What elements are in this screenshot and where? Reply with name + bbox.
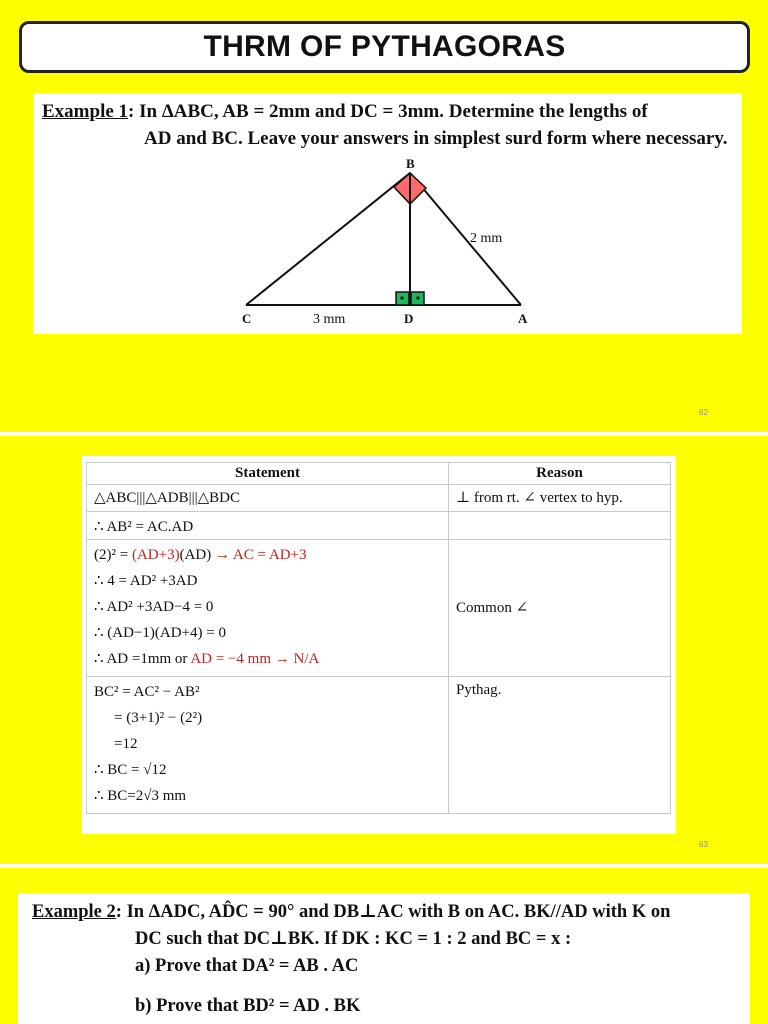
example-2-line-1: Example 2: In ΔADC, AD̂C = 90° and DB⊥AC with B on AC. BK//AD with K on (32, 902, 671, 922)
example-1-line-2: AD and BC. Leave your answers in simplest surd form where necessary. (144, 128, 728, 149)
vertex-label-d: D (404, 311, 414, 326)
statement-bc-pythag: BC² = AC² − AB² (94, 684, 200, 700)
example-2-panel (18, 893, 750, 1024)
example-2-label: Example 2 (32, 902, 116, 922)
statement-substitution: (2)² = (AD+3)(AD) → AC = AD+3 (94, 547, 307, 563)
statement-ad-result: ∴ AD =1mm or AD = −4 mm → N/A (94, 651, 320, 667)
statement-expand: ∴ 4 = AD² +3AD (94, 573, 198, 589)
header-statement: Statement (87, 463, 449, 485)
vertex-label-b: B (406, 156, 415, 171)
reason-common-angle: Common ∠ (456, 600, 529, 616)
example-1-panel (33, 93, 742, 334)
length-label-cd: 3 mm (313, 312, 346, 327)
statement-quadratic: ∴ AD² +3AD−4 = 0 (94, 599, 214, 615)
example-1-line-1: Example 1: In ΔABC, AB = 2mm and DC = 3mm. Determine the lengths of (42, 101, 648, 122)
side-ba (410, 173, 521, 305)
statement-bc-final: ∴ BC=2√3 mm (94, 788, 187, 804)
table-row (87, 485, 671, 512)
slide-63 (0, 436, 768, 864)
length-label-ab: 2 mm (470, 231, 503, 246)
statement-bc-root: ∴ BC = √12 (94, 762, 167, 778)
example-1-text-1: In ΔABC, AB = 2mm and DC = 3mm. Determine the lengths of (139, 101, 648, 122)
table-row (87, 512, 671, 540)
proof-table (86, 462, 671, 814)
page-title: THRM OF PYTHAGORAS (203, 30, 566, 63)
table-row (87, 540, 671, 677)
slide-number: 63 (699, 840, 708, 849)
vertex-label-c: C (242, 311, 252, 326)
slide-62 (0, 0, 768, 432)
statement-ab-squared: ∴ AB² = AC.AD (94, 519, 194, 535)
example-2-line-2: DC such that DC⊥BK. If DK : KC = 1 : 2 and BC = x : (135, 929, 572, 949)
vertex-label-a: A (518, 311, 528, 326)
slide-number: 62 (699, 408, 708, 417)
table-header-row (87, 463, 671, 485)
example-2-part-b: b) Prove that BD² = AD . BK (135, 996, 361, 1016)
statement-bc-value: =12 (114, 736, 138, 752)
reason-perpendicular: ⊥ from rt. ∠ vertex to hyp. (456, 490, 623, 506)
table-row (87, 677, 671, 814)
triangle-diagram (33, 93, 742, 334)
slide-64 (0, 868, 768, 1024)
header-reason: Reason (449, 463, 671, 485)
statement-bc-substitute: = (3+1)² − (2²) (114, 710, 203, 726)
title-box (19, 21, 750, 73)
example-1-label: Example 1 (42, 101, 129, 122)
statement-factor: ∴ (AD−1)(AD+4) = 0 (94, 625, 226, 641)
side-cb (246, 173, 410, 305)
proof-table-panel (82, 456, 676, 834)
reason-pythag: Pythag. (456, 682, 502, 698)
statement-similar-triangles: △ABC|||△ADB|||△BDC (94, 490, 240, 506)
example-2-part-a: a) Prove that DA² = AB . AC (135, 956, 359, 976)
